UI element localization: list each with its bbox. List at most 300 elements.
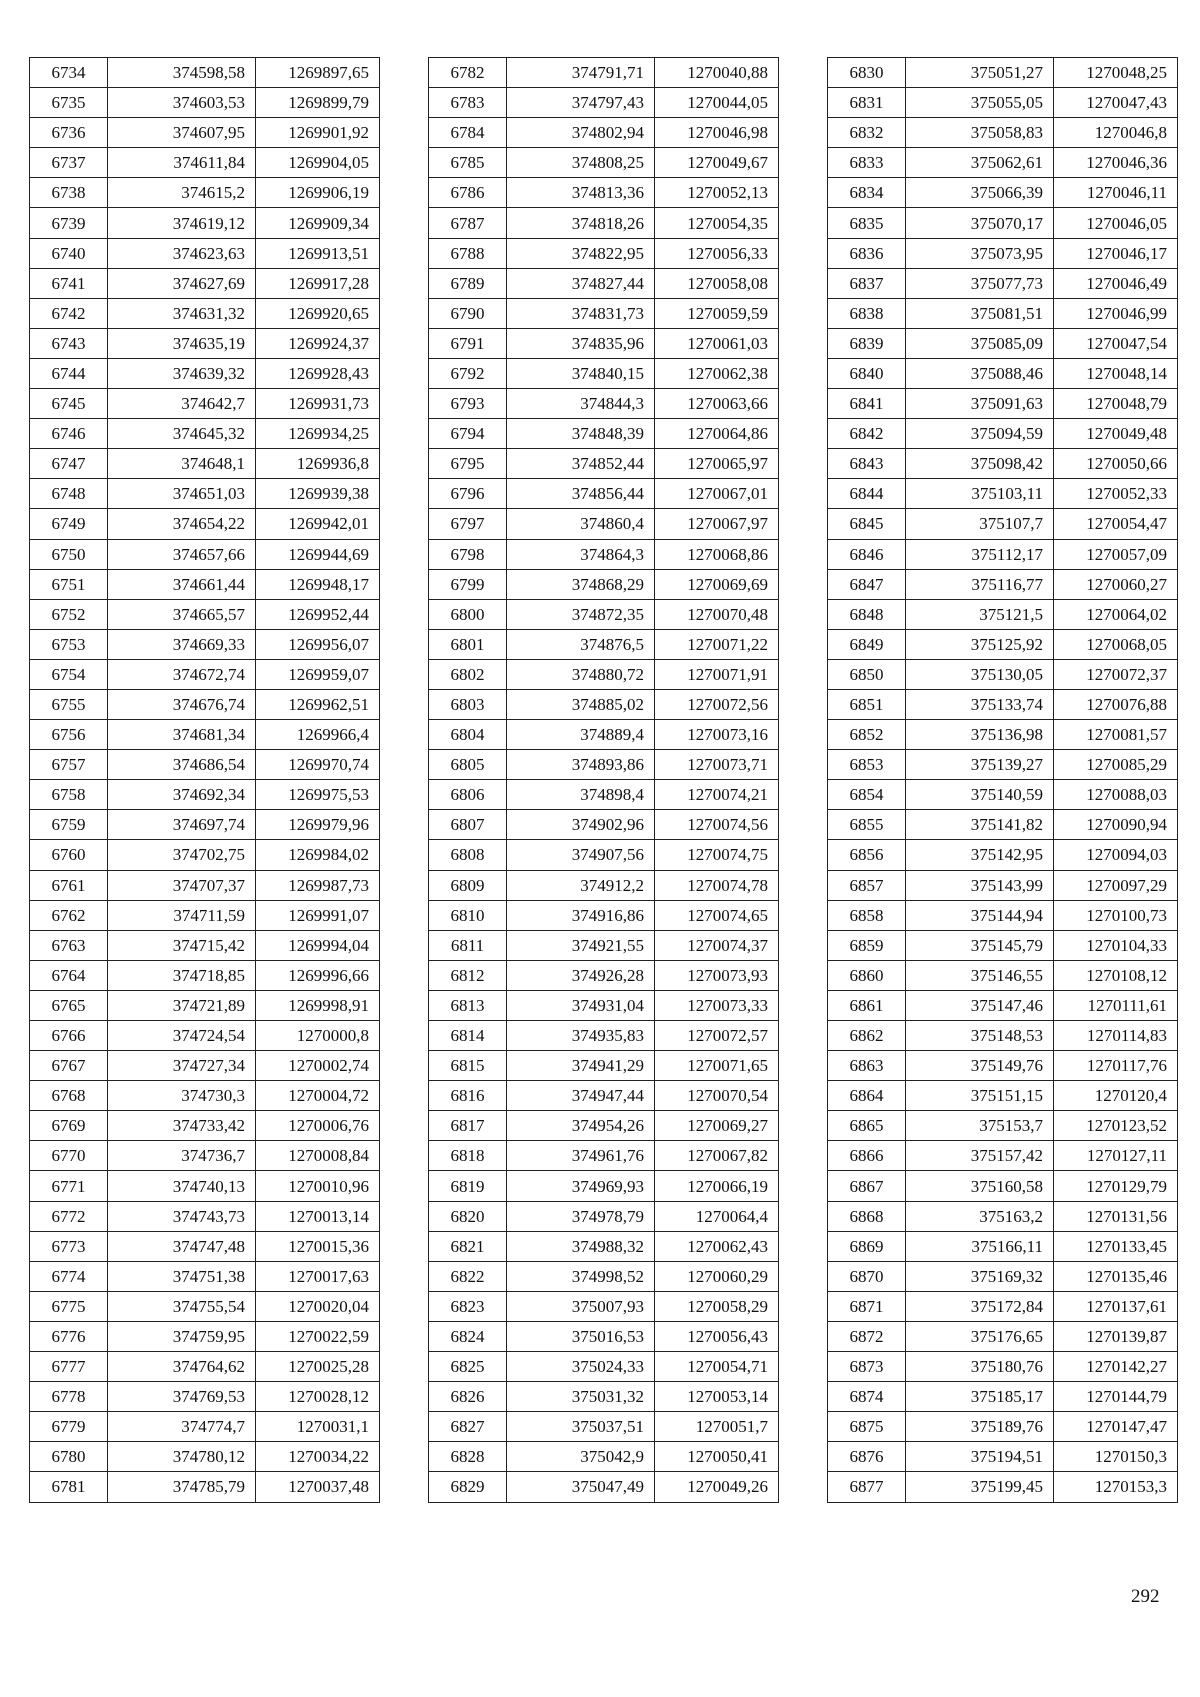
point-number-cell: 6814 bbox=[429, 1021, 507, 1051]
y-coordinate-cell: 1270015,36 bbox=[256, 1231, 380, 1261]
x-coordinate-cell: 375066,39 bbox=[906, 178, 1054, 208]
y-coordinate-cell: 1270088,03 bbox=[1054, 780, 1178, 810]
y-coordinate-cell: 1270031,1 bbox=[256, 1412, 380, 1442]
point-number-cell: 6737 bbox=[30, 148, 108, 178]
point-number-cell: 6869 bbox=[828, 1231, 906, 1261]
x-coordinate-cell: 375130,05 bbox=[906, 659, 1054, 689]
y-coordinate-cell: 1270117,76 bbox=[1054, 1051, 1178, 1081]
table-row bbox=[429, 1321, 779, 1351]
y-coordinate-cell: 1270061,03 bbox=[655, 328, 779, 358]
point-number-cell: 6856 bbox=[828, 840, 906, 870]
x-coordinate-cell: 374755,54 bbox=[108, 1291, 256, 1321]
point-number-cell: 6862 bbox=[828, 1021, 906, 1051]
point-number-cell: 6831 bbox=[828, 88, 906, 118]
x-coordinate-cell: 374848,39 bbox=[507, 419, 655, 449]
y-coordinate-cell: 1270008,84 bbox=[256, 1141, 380, 1171]
point-number-cell: 6818 bbox=[429, 1141, 507, 1171]
point-number-cell: 6787 bbox=[429, 208, 507, 238]
point-number-cell: 6820 bbox=[429, 1201, 507, 1231]
y-coordinate-cell: 1270070,48 bbox=[655, 599, 779, 629]
x-coordinate-cell: 375180,76 bbox=[906, 1352, 1054, 1382]
point-number-cell: 6772 bbox=[30, 1201, 108, 1231]
x-coordinate-cell: 375051,27 bbox=[906, 58, 1054, 88]
x-coordinate-cell: 374651,03 bbox=[108, 479, 256, 509]
point-number-cell: 6743 bbox=[30, 328, 108, 358]
point-number-cell: 6762 bbox=[30, 900, 108, 930]
table-row bbox=[429, 629, 779, 659]
y-coordinate-cell: 1270074,65 bbox=[655, 900, 779, 930]
x-coordinate-cell: 375139,27 bbox=[906, 750, 1054, 780]
x-coordinate-cell: 374864,3 bbox=[507, 539, 655, 569]
point-number-cell: 6795 bbox=[429, 449, 507, 479]
point-number-cell: 6819 bbox=[429, 1171, 507, 1201]
point-number-cell: 6788 bbox=[429, 238, 507, 268]
point-number-cell: 6846 bbox=[828, 539, 906, 569]
table-row bbox=[828, 1382, 1178, 1412]
y-coordinate-cell: 1269939,38 bbox=[256, 479, 380, 509]
table-row bbox=[30, 629, 380, 659]
x-coordinate-cell: 374665,57 bbox=[108, 599, 256, 629]
table-row bbox=[30, 1412, 380, 1442]
x-coordinate-cell: 375088,46 bbox=[906, 358, 1054, 388]
point-number-cell: 6736 bbox=[30, 118, 108, 148]
y-coordinate-cell: 1269899,79 bbox=[256, 88, 380, 118]
x-coordinate-cell: 375070,17 bbox=[906, 208, 1054, 238]
table-row bbox=[828, 479, 1178, 509]
table-row bbox=[30, 1442, 380, 1472]
point-number-cell: 6800 bbox=[429, 599, 507, 629]
y-coordinate-cell: 1269931,73 bbox=[256, 389, 380, 419]
point-number-cell: 6766 bbox=[30, 1021, 108, 1051]
point-number-cell: 6821 bbox=[429, 1231, 507, 1261]
y-coordinate-cell: 1270025,28 bbox=[256, 1352, 380, 1382]
point-number-cell: 6823 bbox=[429, 1291, 507, 1321]
table-row bbox=[828, 58, 1178, 88]
point-number-cell: 6858 bbox=[828, 900, 906, 930]
table-row bbox=[429, 1021, 779, 1051]
table-row bbox=[828, 1321, 1178, 1351]
point-number-cell: 6876 bbox=[828, 1442, 906, 1472]
table-row bbox=[30, 720, 380, 750]
x-coordinate-cell: 375058,83 bbox=[906, 118, 1054, 148]
y-coordinate-cell: 1270057,09 bbox=[1054, 539, 1178, 569]
table-row bbox=[828, 870, 1178, 900]
table-row bbox=[30, 178, 380, 208]
point-number-cell: 6792 bbox=[429, 358, 507, 388]
y-coordinate-cell: 1270053,14 bbox=[655, 1382, 779, 1412]
y-coordinate-cell: 1269984,02 bbox=[256, 840, 380, 870]
x-coordinate-cell: 374916,86 bbox=[507, 900, 655, 930]
x-coordinate-cell: 375055,05 bbox=[906, 88, 1054, 118]
y-coordinate-cell: 1270114,83 bbox=[1054, 1021, 1178, 1051]
table-row bbox=[828, 629, 1178, 659]
y-coordinate-cell: 1269979,96 bbox=[256, 810, 380, 840]
x-coordinate-cell: 374921,55 bbox=[507, 930, 655, 960]
point-number-cell: 6872 bbox=[828, 1321, 906, 1351]
point-number-cell: 6756 bbox=[30, 720, 108, 750]
point-number-cell: 6793 bbox=[429, 389, 507, 419]
table-row bbox=[429, 1081, 779, 1111]
x-coordinate-cell: 374603,53 bbox=[108, 88, 256, 118]
point-number-cell: 6829 bbox=[429, 1472, 507, 1502]
point-number-cell: 6830 bbox=[828, 58, 906, 88]
y-coordinate-cell: 1270054,47 bbox=[1054, 509, 1178, 539]
point-number-cell: 6745 bbox=[30, 389, 108, 419]
x-coordinate-cell: 374889,4 bbox=[507, 720, 655, 750]
table-row bbox=[828, 599, 1178, 629]
x-coordinate-cell: 375199,45 bbox=[906, 1472, 1054, 1502]
x-coordinate-cell: 374802,94 bbox=[507, 118, 655, 148]
point-number-cell: 6834 bbox=[828, 178, 906, 208]
table-row bbox=[828, 238, 1178, 268]
x-coordinate-cell: 374681,34 bbox=[108, 720, 256, 750]
x-coordinate-cell: 375176,65 bbox=[906, 1321, 1054, 1351]
table-row bbox=[30, 1382, 380, 1412]
y-coordinate-cell: 1270046,99 bbox=[1054, 298, 1178, 328]
x-coordinate-cell: 374718,85 bbox=[108, 960, 256, 990]
table-row bbox=[30, 599, 380, 629]
table-row bbox=[30, 1231, 380, 1261]
table-row bbox=[429, 208, 779, 238]
point-number-cell: 6751 bbox=[30, 569, 108, 599]
y-coordinate-cell: 1269948,17 bbox=[256, 569, 380, 599]
point-number-cell: 6848 bbox=[828, 599, 906, 629]
point-number-cell: 6791 bbox=[429, 328, 507, 358]
point-number-cell: 6767 bbox=[30, 1051, 108, 1081]
y-coordinate-cell: 1270048,14 bbox=[1054, 358, 1178, 388]
table-row bbox=[429, 1051, 779, 1081]
x-coordinate-cell: 374856,44 bbox=[507, 479, 655, 509]
y-coordinate-cell: 1270069,27 bbox=[655, 1111, 779, 1141]
point-number-cell: 6776 bbox=[30, 1321, 108, 1351]
x-coordinate-cell: 374743,73 bbox=[108, 1201, 256, 1231]
y-coordinate-cell: 1270046,05 bbox=[1054, 208, 1178, 238]
y-coordinate-cell: 1269998,91 bbox=[256, 990, 380, 1020]
table-row bbox=[30, 479, 380, 509]
x-coordinate-cell: 375189,76 bbox=[906, 1412, 1054, 1442]
table-row bbox=[828, 328, 1178, 358]
point-number-cell: 6835 bbox=[828, 208, 906, 238]
x-coordinate-cell: 375042,9 bbox=[507, 1442, 655, 1472]
y-coordinate-cell: 1270063,66 bbox=[655, 389, 779, 419]
x-coordinate-cell: 374645,32 bbox=[108, 419, 256, 449]
table-row bbox=[828, 208, 1178, 238]
point-number-cell: 6866 bbox=[828, 1141, 906, 1171]
table-row bbox=[828, 419, 1178, 449]
point-number-cell: 6822 bbox=[429, 1261, 507, 1291]
point-number-cell: 6816 bbox=[429, 1081, 507, 1111]
x-coordinate-cell: 375085,09 bbox=[906, 328, 1054, 358]
y-coordinate-cell: 1270067,97 bbox=[655, 509, 779, 539]
x-coordinate-cell: 374969,93 bbox=[507, 1171, 655, 1201]
x-coordinate-cell: 374880,72 bbox=[507, 659, 655, 689]
x-coordinate-cell: 374654,22 bbox=[108, 509, 256, 539]
point-number-cell: 6877 bbox=[828, 1472, 906, 1502]
y-coordinate-cell: 1270074,56 bbox=[655, 810, 779, 840]
y-coordinate-cell: 1270006,76 bbox=[256, 1111, 380, 1141]
table-row bbox=[429, 328, 779, 358]
y-coordinate-cell: 1270068,05 bbox=[1054, 629, 1178, 659]
y-coordinate-cell: 1270085,29 bbox=[1054, 750, 1178, 780]
table-row bbox=[429, 539, 779, 569]
table-row bbox=[30, 298, 380, 328]
y-coordinate-cell: 1270072,56 bbox=[655, 689, 779, 719]
table-row bbox=[828, 1201, 1178, 1231]
y-coordinate-cell: 1270137,61 bbox=[1054, 1291, 1178, 1321]
x-coordinate-cell: 375073,95 bbox=[906, 238, 1054, 268]
table-row bbox=[828, 1111, 1178, 1141]
point-number-cell: 6857 bbox=[828, 870, 906, 900]
y-coordinate-cell: 1270050,66 bbox=[1054, 449, 1178, 479]
y-coordinate-cell: 1270129,79 bbox=[1054, 1171, 1178, 1201]
table-row bbox=[429, 389, 779, 419]
table-row bbox=[828, 990, 1178, 1020]
point-number-cell: 6840 bbox=[828, 358, 906, 388]
table-row bbox=[828, 810, 1178, 840]
point-number-cell: 6783 bbox=[429, 88, 507, 118]
x-coordinate-cell: 374736,7 bbox=[108, 1141, 256, 1171]
table-row bbox=[429, 659, 779, 689]
y-coordinate-cell: 1270058,29 bbox=[655, 1291, 779, 1321]
table-row bbox=[828, 960, 1178, 990]
table-row bbox=[429, 88, 779, 118]
y-coordinate-cell: 1269934,25 bbox=[256, 419, 380, 449]
x-coordinate-cell: 375163,2 bbox=[906, 1201, 1054, 1231]
y-coordinate-cell: 1269994,04 bbox=[256, 930, 380, 960]
y-coordinate-cell: 1270059,59 bbox=[655, 298, 779, 328]
table-row bbox=[429, 599, 779, 629]
y-coordinate-cell: 1269917,28 bbox=[256, 268, 380, 298]
point-number-cell: 6841 bbox=[828, 389, 906, 419]
y-coordinate-cell: 1270020,04 bbox=[256, 1291, 380, 1321]
point-number-cell: 6752 bbox=[30, 599, 108, 629]
table-row bbox=[30, 389, 380, 419]
y-coordinate-cell: 1269962,51 bbox=[256, 689, 380, 719]
point-number-cell: 6836 bbox=[828, 238, 906, 268]
y-coordinate-cell: 1270022,59 bbox=[256, 1321, 380, 1351]
table-row bbox=[429, 750, 779, 780]
y-coordinate-cell: 1270037,48 bbox=[256, 1472, 380, 1502]
point-number-cell: 6775 bbox=[30, 1291, 108, 1321]
table-row bbox=[828, 1291, 1178, 1321]
y-coordinate-cell: 1270058,08 bbox=[655, 268, 779, 298]
x-coordinate-cell: 374627,69 bbox=[108, 268, 256, 298]
y-coordinate-cell: 1270108,12 bbox=[1054, 960, 1178, 990]
table-row bbox=[30, 870, 380, 900]
x-coordinate-cell: 374818,26 bbox=[507, 208, 655, 238]
point-number-cell: 6824 bbox=[429, 1321, 507, 1351]
y-coordinate-cell: 1270054,35 bbox=[655, 208, 779, 238]
x-coordinate-cell: 374797,43 bbox=[507, 88, 655, 118]
table-row bbox=[30, 840, 380, 870]
x-coordinate-cell: 374661,44 bbox=[108, 569, 256, 599]
y-coordinate-cell: 1270046,98 bbox=[655, 118, 779, 148]
table-row bbox=[30, 449, 380, 479]
x-coordinate-cell: 374619,12 bbox=[108, 208, 256, 238]
point-number-cell: 6854 bbox=[828, 780, 906, 810]
x-coordinate-cell: 374872,35 bbox=[507, 599, 655, 629]
table-row bbox=[30, 900, 380, 930]
point-number-cell: 6812 bbox=[429, 960, 507, 990]
x-coordinate-cell: 374751,38 bbox=[108, 1261, 256, 1291]
y-coordinate-cell: 1270060,27 bbox=[1054, 569, 1178, 599]
y-coordinate-cell: 1269913,51 bbox=[256, 238, 380, 268]
x-coordinate-cell: 374711,59 bbox=[108, 900, 256, 930]
x-coordinate-cell: 374697,74 bbox=[108, 810, 256, 840]
point-number-cell: 6781 bbox=[30, 1472, 108, 1502]
point-number-cell: 6789 bbox=[429, 268, 507, 298]
table-row bbox=[828, 720, 1178, 750]
x-coordinate-cell: 374926,28 bbox=[507, 960, 655, 990]
table-row bbox=[30, 1171, 380, 1201]
y-coordinate-cell: 1270013,14 bbox=[256, 1201, 380, 1231]
table-row bbox=[429, 1171, 779, 1201]
table-row bbox=[30, 930, 380, 960]
x-coordinate-cell: 374831,73 bbox=[507, 298, 655, 328]
table-row bbox=[429, 1201, 779, 1231]
table-row bbox=[429, 449, 779, 479]
y-coordinate-cell: 1270144,79 bbox=[1054, 1382, 1178, 1412]
x-coordinate-cell: 375091,63 bbox=[906, 389, 1054, 419]
table-row bbox=[429, 569, 779, 599]
x-coordinate-cell: 375160,58 bbox=[906, 1171, 1054, 1201]
point-number-cell: 6742 bbox=[30, 298, 108, 328]
x-coordinate-cell: 375121,5 bbox=[906, 599, 1054, 629]
table-row bbox=[30, 328, 380, 358]
y-coordinate-cell: 1269975,53 bbox=[256, 780, 380, 810]
y-coordinate-cell: 1270017,63 bbox=[256, 1261, 380, 1291]
y-coordinate-cell: 1270074,37 bbox=[655, 930, 779, 960]
point-number-cell: 6770 bbox=[30, 1141, 108, 1171]
x-coordinate-cell: 374740,13 bbox=[108, 1171, 256, 1201]
x-coordinate-cell: 375148,53 bbox=[906, 1021, 1054, 1051]
coordinates-table-3 bbox=[827, 57, 1178, 1503]
table-row bbox=[828, 1081, 1178, 1111]
x-coordinate-cell: 374780,12 bbox=[108, 1442, 256, 1472]
x-coordinate-cell: 375185,17 bbox=[906, 1382, 1054, 1412]
table-row bbox=[828, 268, 1178, 298]
y-coordinate-cell: 1270002,74 bbox=[256, 1051, 380, 1081]
x-coordinate-cell: 374724,54 bbox=[108, 1021, 256, 1051]
point-number-cell: 6849 bbox=[828, 629, 906, 659]
point-number-cell: 6845 bbox=[828, 509, 906, 539]
table-row bbox=[828, 389, 1178, 419]
point-number-cell: 6754 bbox=[30, 659, 108, 689]
point-number-cell: 6844 bbox=[828, 479, 906, 509]
point-number-cell: 6873 bbox=[828, 1352, 906, 1382]
y-coordinate-cell: 1270135,46 bbox=[1054, 1261, 1178, 1291]
point-number-cell: 6780 bbox=[30, 1442, 108, 1472]
x-coordinate-cell: 374791,71 bbox=[507, 58, 655, 88]
table-row bbox=[30, 810, 380, 840]
y-coordinate-cell: 1270123,52 bbox=[1054, 1111, 1178, 1141]
x-coordinate-cell: 374669,33 bbox=[108, 629, 256, 659]
table-row bbox=[30, 419, 380, 449]
coordinates-table-2 bbox=[428, 57, 779, 1503]
y-coordinate-cell: 1270074,78 bbox=[655, 870, 779, 900]
table-row bbox=[828, 1442, 1178, 1472]
table-row bbox=[828, 750, 1178, 780]
x-coordinate-cell: 375151,15 bbox=[906, 1081, 1054, 1111]
x-coordinate-cell: 374672,74 bbox=[108, 659, 256, 689]
y-coordinate-cell: 1269956,07 bbox=[256, 629, 380, 659]
x-coordinate-cell: 375047,49 bbox=[507, 1472, 655, 1502]
y-coordinate-cell: 1270048,79 bbox=[1054, 389, 1178, 419]
table-row bbox=[30, 990, 380, 1020]
table-row bbox=[828, 358, 1178, 388]
x-coordinate-cell: 374707,37 bbox=[108, 870, 256, 900]
table-row bbox=[30, 659, 380, 689]
table-row bbox=[429, 840, 779, 870]
point-number-cell: 6774 bbox=[30, 1261, 108, 1291]
y-coordinate-cell: 1270104,33 bbox=[1054, 930, 1178, 960]
point-number-cell: 6755 bbox=[30, 689, 108, 719]
y-coordinate-cell: 1269920,65 bbox=[256, 298, 380, 328]
table-row bbox=[30, 509, 380, 539]
x-coordinate-cell: 374747,48 bbox=[108, 1231, 256, 1261]
y-coordinate-cell: 1270097,29 bbox=[1054, 870, 1178, 900]
y-coordinate-cell: 1270073,71 bbox=[655, 750, 779, 780]
x-coordinate-cell: 374607,95 bbox=[108, 118, 256, 148]
x-coordinate-cell: 375147,46 bbox=[906, 990, 1054, 1020]
table-row bbox=[429, 509, 779, 539]
x-coordinate-cell: 375169,32 bbox=[906, 1261, 1054, 1291]
x-coordinate-cell: 374648,1 bbox=[108, 449, 256, 479]
y-coordinate-cell: 1270004,72 bbox=[256, 1081, 380, 1111]
point-number-cell: 6769 bbox=[30, 1111, 108, 1141]
point-number-cell: 6790 bbox=[429, 298, 507, 328]
y-coordinate-cell: 1270056,33 bbox=[655, 238, 779, 268]
y-coordinate-cell: 1269909,34 bbox=[256, 208, 380, 238]
x-coordinate-cell: 374931,04 bbox=[507, 990, 655, 1020]
x-coordinate-cell: 375133,74 bbox=[906, 689, 1054, 719]
x-coordinate-cell: 375144,94 bbox=[906, 900, 1054, 930]
y-coordinate-cell: 1270127,11 bbox=[1054, 1141, 1178, 1171]
table-row bbox=[429, 810, 779, 840]
point-number-cell: 6735 bbox=[30, 88, 108, 118]
x-coordinate-cell: 374639,32 bbox=[108, 358, 256, 388]
y-coordinate-cell: 1270056,43 bbox=[655, 1321, 779, 1351]
y-coordinate-cell: 1270046,11 bbox=[1054, 178, 1178, 208]
x-coordinate-cell: 375081,51 bbox=[906, 298, 1054, 328]
x-coordinate-cell: 374759,95 bbox=[108, 1321, 256, 1351]
y-coordinate-cell: 1270131,56 bbox=[1054, 1201, 1178, 1231]
y-coordinate-cell: 1270064,4 bbox=[655, 1201, 779, 1231]
y-coordinate-cell: 1270074,21 bbox=[655, 780, 779, 810]
table-row bbox=[429, 960, 779, 990]
point-number-cell: 6833 bbox=[828, 148, 906, 178]
point-number-cell: 6744 bbox=[30, 358, 108, 388]
x-coordinate-cell: 374785,79 bbox=[108, 1472, 256, 1502]
x-coordinate-cell: 375143,99 bbox=[906, 870, 1054, 900]
y-coordinate-cell: 1270133,45 bbox=[1054, 1231, 1178, 1261]
table-row bbox=[30, 58, 380, 88]
x-coordinate-cell: 375125,92 bbox=[906, 629, 1054, 659]
point-number-cell: 6875 bbox=[828, 1412, 906, 1442]
y-coordinate-cell: 1270094,03 bbox=[1054, 840, 1178, 870]
point-number-cell: 6817 bbox=[429, 1111, 507, 1141]
point-number-cell: 6802 bbox=[429, 659, 507, 689]
x-coordinate-cell: 374961,76 bbox=[507, 1141, 655, 1171]
table-row bbox=[30, 1352, 380, 1382]
y-coordinate-cell: 1270071,22 bbox=[655, 629, 779, 659]
point-number-cell: 6760 bbox=[30, 840, 108, 870]
point-number-cell: 6826 bbox=[429, 1382, 507, 1412]
table-row bbox=[30, 1472, 380, 1502]
point-number-cell: 6778 bbox=[30, 1382, 108, 1412]
table-row bbox=[30, 539, 380, 569]
point-number-cell: 6798 bbox=[429, 539, 507, 569]
